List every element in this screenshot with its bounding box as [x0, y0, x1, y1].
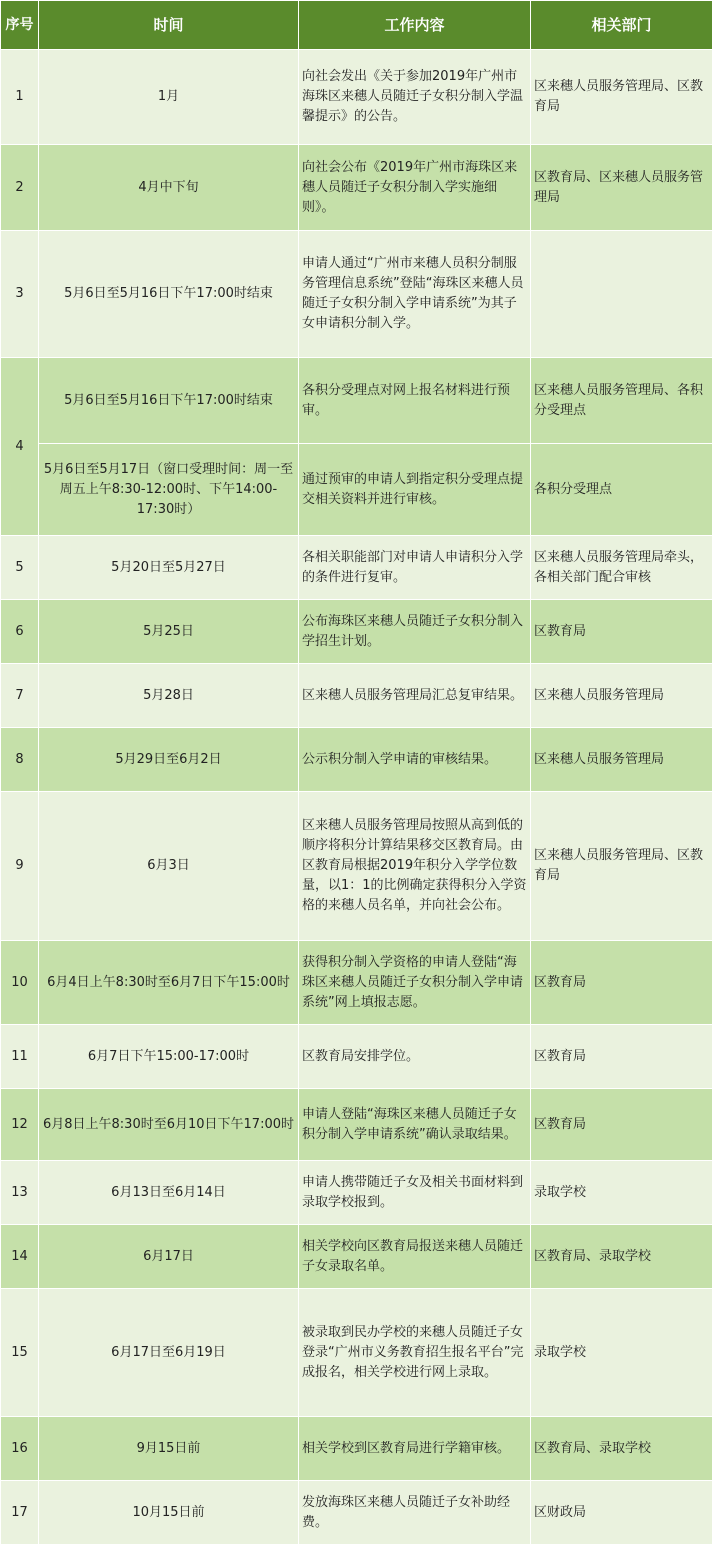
row-time: 6月3日	[39, 792, 299, 941]
row-dept: 录取学校	[531, 1161, 712, 1225]
row-seq: 17	[1, 1481, 39, 1545]
row-time: 6月13日至6月14日	[39, 1161, 299, 1225]
row-content: 各相关职能部门对申请人申请积分入学的条件进行复审。	[299, 536, 531, 600]
row-seq: 3	[1, 231, 39, 358]
row-dept: 区教育局、区来穗人员服务管理局	[531, 145, 712, 231]
header-dept: 相关部门	[531, 1, 712, 50]
row-content: 申请人携带随迁子女及相关书面材料到录取学校报到。	[299, 1161, 531, 1225]
row-dept: 区来穗人员服务管理局、各积分受理点	[531, 358, 712, 444]
row-content: 区教育局安排学位。	[299, 1025, 531, 1089]
row-time: 6月4日上午8:30时至6月7日下午15:00时	[39, 941, 299, 1025]
row-dept: 各积分受理点	[531, 444, 712, 536]
table-row	[1, 792, 712, 941]
row-time: 1月	[39, 50, 299, 145]
row-time: 6月7日下午15:00-17:00时	[39, 1025, 299, 1089]
row-time: 6月17日	[39, 1225, 299, 1289]
row-dept: 区教育局	[531, 1089, 712, 1161]
row-content: 相关学校到区教育局进行学籍审核。	[299, 1417, 531, 1481]
row-time: 5月6日至5月16日下午17:00时结束	[39, 358, 299, 444]
row-seq: 4	[1, 358, 39, 536]
table-row	[1, 1289, 712, 1417]
row-time: 9月15日前	[39, 1417, 299, 1481]
table-row	[1, 145, 712, 231]
row-dept	[531, 231, 712, 358]
row-seq: 2	[1, 145, 39, 231]
row-content: 区来穗人员服务管理局汇总复审结果。	[299, 664, 531, 728]
row-dept: 区教育局	[531, 941, 712, 1025]
row-seq: 10	[1, 941, 39, 1025]
row-dept: 区来穗人员服务管理局	[531, 728, 712, 792]
header-content: 工作内容	[299, 1, 531, 50]
table-row	[1, 358, 712, 444]
row-seq: 7	[1, 664, 39, 728]
table-row	[1, 444, 712, 536]
table-row	[1, 1417, 712, 1481]
row-seq: 6	[1, 600, 39, 664]
row-dept: 区教育局、录取学校	[531, 1417, 712, 1481]
row-time: 5月28日	[39, 664, 299, 728]
row-content: 各积分受理点对网上报名材料进行预审。	[299, 358, 531, 444]
row-time: 5月20日至5月27日	[39, 536, 299, 600]
row-content: 公布海珠区来穗人员随迁子女积分制入学招生计划。	[299, 600, 531, 664]
row-time: 5月6日至5月17日（窗口受理时间：周一至周五上午8:30-12:00时、下午14:00-17:30时）	[39, 444, 299, 536]
row-dept: 区来穗人员服务管理局、区教育局	[531, 792, 712, 941]
row-dept: 录取学校	[531, 1289, 712, 1417]
row-content: 发放海珠区来穗人员随迁子女补助经费。	[299, 1481, 531, 1545]
table-row	[1, 1481, 712, 1545]
row-seq: 13	[1, 1161, 39, 1225]
row-time: 4月中下旬	[39, 145, 299, 231]
row-content: 获得积分制入学资格的申请人登陆“海珠区来穗人员随迁子女积分制入学申请系统”网上填报志愿。	[299, 941, 531, 1025]
table-row	[1, 941, 712, 1025]
table-row	[1, 728, 712, 792]
table-row	[1, 50, 712, 145]
row-seq: 5	[1, 536, 39, 600]
header-time: 时间	[39, 1, 299, 50]
row-time: 6月8日上午8:30时至6月10日下午17:00时	[39, 1089, 299, 1161]
row-dept: 区财政局	[531, 1481, 712, 1545]
table-row	[1, 231, 712, 358]
row-seq: 14	[1, 1225, 39, 1289]
table-row	[1, 536, 712, 600]
row-content: 申请人登陆“海珠区来穗人员随迁子女积分制入学申请系统”确认录取结果。	[299, 1089, 531, 1161]
row-time: 5月25日	[39, 600, 299, 664]
row-dept: 区教育局、录取学校	[531, 1225, 712, 1289]
table-row	[1, 600, 712, 664]
row-time: 10月15日前	[39, 1481, 299, 1545]
header-seq: 序号	[1, 1, 39, 50]
row-content: 公示积分制入学申请的审核结果。	[299, 728, 531, 792]
row-seq: 15	[1, 1289, 39, 1417]
row-dept: 区教育局	[531, 600, 712, 664]
table-row	[1, 1225, 712, 1289]
row-time: 5月29日至6月2日	[39, 728, 299, 792]
row-seq: 11	[1, 1025, 39, 1089]
row-content: 向社会发出《关于参加2019年广州市海珠区来穗人员随迁子女积分制入学温馨提示》的公告。	[299, 50, 531, 145]
row-dept: 区教育局	[531, 1025, 712, 1089]
row-content: 相关学校向区教育局报送来穗人员随迁子女录取名单。	[299, 1225, 531, 1289]
row-time: 5月6日至5月16日下午17:00时结束	[39, 231, 299, 358]
table-row	[1, 1161, 712, 1225]
row-content: 被录取到民办学校的来穗人员随迁子女登录“广州市义务教育招生报名平台”完成报名，相关学校进行网上录取。	[299, 1289, 531, 1417]
row-time: 6月17日至6月19日	[39, 1289, 299, 1417]
row-dept: 区来穗人员服务管理局	[531, 664, 712, 728]
table-row	[1, 664, 712, 728]
table-row	[1, 1025, 712, 1089]
row-seq: 8	[1, 728, 39, 792]
row-seq: 12	[1, 1089, 39, 1161]
row-content: 区来穗人员服务管理局按照从高到低的顺序将积分计算结果移交区教育局。由区教育局根据2019年积分入学学位数量，以1：1的比例确定获得积分入学资格的来穗人员名单，并向社会公布。	[299, 792, 531, 941]
row-content: 向社会公布《2019年广州市海珠区来穗人员随迁子女积分制入学实施细则》。	[299, 145, 531, 231]
row-dept: 区来穗人员服务管理局、区教育局	[531, 50, 712, 145]
row-content: 通过预审的申请人到指定积分受理点提交相关资料并进行审核。	[299, 444, 531, 536]
row-seq: 16	[1, 1417, 39, 1481]
table-row	[1, 1089, 712, 1161]
header-row	[1, 1, 712, 50]
row-content: 申请人通过“广州市来穗人员积分制服务管理信息系统”登陆“海珠区来穗人员随迁子女积分制入学申请系统”为其子女申请积分制入学。	[299, 231, 531, 358]
row-dept: 区来穗人员服务管理局牵头，各相关部门配合审核	[531, 536, 712, 600]
row-seq: 9	[1, 792, 39, 941]
row-seq: 1	[1, 50, 39, 145]
